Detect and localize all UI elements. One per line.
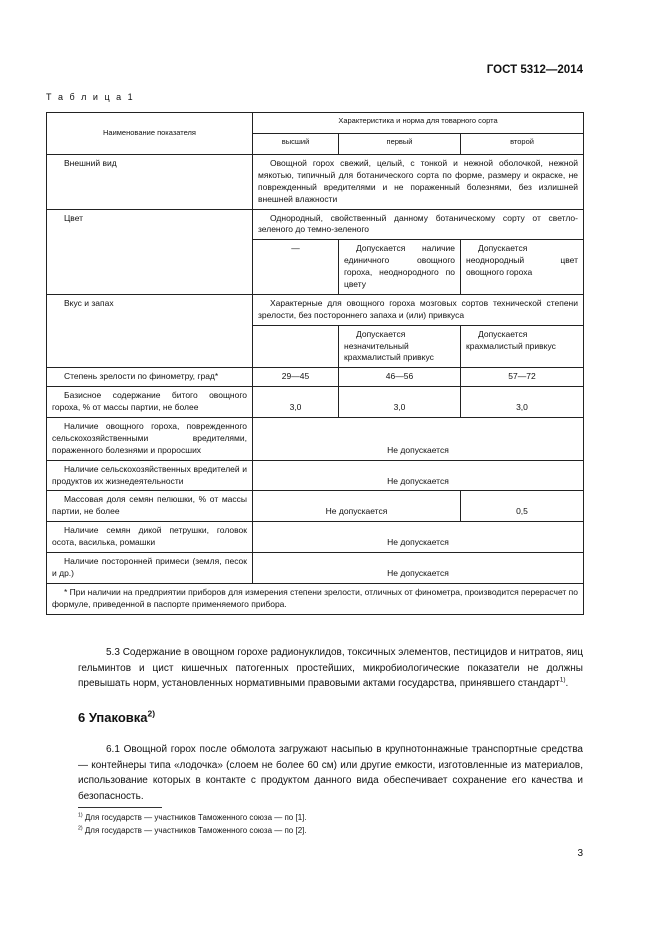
- section-6-heading: [78, 710, 155, 725]
- row-pests-value: Не допускается: [253, 460, 584, 491]
- row-taste-value: Характерные для овощного гороха мозговых сортов технической степени зрелости, без постороннего запаха и (или) привкуса: [253, 294, 584, 325]
- row-broken-name: Базисное содержание битого овощного гороха, % от массы партии, не более: [47, 387, 253, 418]
- row-weeds-name: Наличие семян дикой петрушки, головок осота, василька, ромашки: [47, 522, 253, 553]
- row-maturity-first: 46—56: [339, 368, 461, 387]
- row-color-second: Допускается неоднородный цвет овощного гороха: [461, 240, 584, 295]
- row-taste-first: Допускается незначительный крахмалистый привкус: [339, 325, 461, 368]
- row-color-value: Однородный, свойственный данному ботаническому сорту от светло-зеленого до темно-зеленого: [253, 209, 584, 240]
- table-footnote: * При наличии на предприятии приборов для измерения степени зрелости, отличных от финометра, производится перерасчет по формуле, приведенной в паспорте применяемого прибора.: [47, 583, 584, 614]
- row-taste-highest: [253, 325, 339, 368]
- row-taste-second: Допускается крахмалистый привкус: [461, 325, 584, 368]
- footnote-ref-1: 1): [559, 676, 566, 684]
- section-6-title: 6 Упаковка: [78, 710, 148, 725]
- row-color-first: Допускается наличие единичного овощного гороха, неоднородного по цвету: [339, 240, 461, 295]
- standard-designation: ГОСТ 5312—2014: [486, 64, 583, 76]
- row-damaged-name: Наличие овощного гороха, поврежденного сельскохозяйственными вредителями, пораженного болезнями и проросших: [47, 418, 253, 461]
- row-appearance-value: Овощной горох свежий, целый, с тонкой и нежной оболочкой, нежной мякотью, типичный для ботанического сорта по форме, размеру и окраске, не поврежденный вредителями и не пораженный болезнями, без излишней внешней влажности: [253, 155, 584, 210]
- header-grade-group: Характеристика и норма для товарного сорта: [253, 113, 584, 134]
- table-caption: Т а б л и ц а 1: [46, 92, 135, 102]
- row-broken-first: 3,0: [339, 387, 461, 418]
- row-weeds-value: Не допускается: [253, 522, 584, 553]
- header-grade-first: первый: [339, 134, 461, 155]
- row-appearance-name: Внешний вид: [47, 155, 253, 210]
- header-grade-second: второй: [461, 134, 584, 155]
- row-maturity-second: 57—72: [461, 368, 584, 387]
- row-foreign-name: Наличие посторонней примеси (земля, песок и др.): [47, 553, 253, 584]
- row-color-highest: —: [253, 240, 339, 295]
- row-taste-name: Вкус и запах: [47, 294, 253, 367]
- row-color-name: Цвет: [47, 209, 253, 294]
- page-number: 3: [577, 848, 583, 859]
- footnote-separator: [78, 807, 162, 808]
- row-maturity-name: Степень зрелости по финометру, град*: [47, 368, 253, 387]
- row-husk-name: Массовая доля семян пелюшки, % от массы партии, не более: [47, 491, 253, 522]
- footnote-1: $^{1)}$ Для государств — участников Таможенного союза — по [1].: [78, 812, 307, 822]
- header-indicator-name: Наименование показателя: [47, 113, 253, 155]
- paragraph-6-1: 6.1 Овощной горох после обмолота загружают насыпью в крупнотоннажные транспортные средства — контейнеры типа «лодочка» (слоем не более 60 см) или другие емкости, изготовленные из материалов, использование которых в контакте с продуктом данного вида обеспечивает сохранение его качества и безопасность.: [78, 744, 583, 802]
- requirements-table: [46, 112, 584, 615]
- paragraph-5-3-text: 5.3 Содержание в овощном горохе радионуклидов, токсичных элементов, пестицидов и нитратов, яиц гельминтов и цист кишечных патогенных простейших, микробиологические показатели не должны превышать норм, установленных нормативными правовыми актами государства, принявшего стандарт: [78, 647, 583, 689]
- paragraph-5-3: 5.3 Содержание в овощном горохе радионуклидов, токсичных элементов, пестицидов и нитратов, яиц гельминтов и цист кишечных патогенных простейших, микробиологические показатели не должны превышать норм, установленных нормативными правовыми актами государства, принявшего стандарт$^{1)}$.: [78, 647, 583, 689]
- row-foreign-value: Не допускается: [253, 553, 584, 584]
- footnote-2: $^{2)}$ Для государств — участников Таможенного союза — по [2].: [78, 825, 307, 835]
- row-maturity-highest: 29—45: [253, 368, 339, 387]
- header-grade-highest: высший: [253, 134, 339, 155]
- row-pests-name: Наличие сельскохозяйственных вредителей и продуктов их жизнедеятельности: [47, 460, 253, 491]
- footnote-ref-2: 2): [147, 708, 156, 719]
- row-husk-value: Не допускается: [253, 491, 461, 522]
- row-husk-second: 0,5: [461, 491, 584, 522]
- row-broken-second: 3,0: [461, 387, 584, 418]
- row-broken-highest: 3,0: [253, 387, 339, 418]
- row-damaged-value: Не допускается: [253, 418, 584, 461]
